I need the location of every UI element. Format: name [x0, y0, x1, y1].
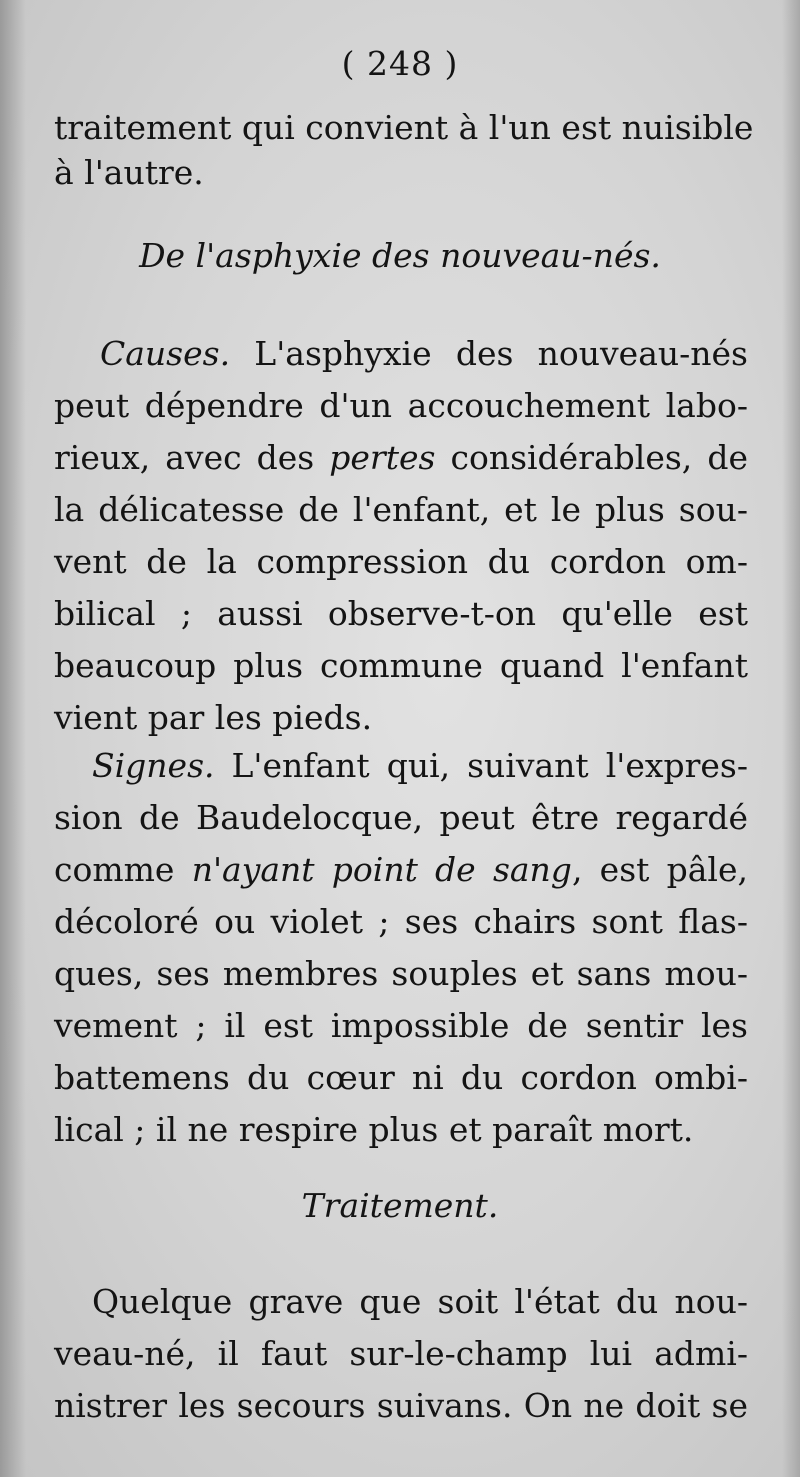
text-fragment: L'asphyxie des nouveau-nés [230, 334, 748, 373]
text-line [54, 846, 748, 894]
text-fragment: , est pâle, [571, 850, 748, 889]
text-line: nistrer les secours suivans. On ne doit se [54, 1386, 748, 1425]
text-line: vent de la compression du cordon om- [54, 542, 748, 581]
signes-label: Signes. [92, 746, 215, 785]
text-line: à l'autre. [54, 153, 204, 192]
text-line: la délicatesse de l'enfant, et le plus sou- [54, 490, 748, 529]
paragraph-causes-first-line [100, 330, 748, 378]
text-line: vient par les pieds. [54, 698, 373, 737]
text-fragment: rieux, avec des [54, 438, 330, 477]
section-heading: De l'asphyxie des nouveau-nés. [139, 236, 661, 275]
text-fragment: comme [54, 850, 192, 889]
text-fragment: L'enfant qui, suivant l'expres- [214, 746, 748, 785]
text-line [54, 434, 748, 482]
emphasis-sans-sang: n'ayant point de sang [191, 850, 572, 889]
text-line: ques, ses membres souples et sans mou- [54, 954, 748, 993]
text-line: Quelque grave que soit l'état du nou- [92, 1282, 748, 1321]
text-line: peut dépendre d'un accouchement labo- [54, 386, 748, 425]
text-line: vement ; il est impossible de sentir les [54, 1006, 748, 1045]
text-fragment: considérables, de [435, 438, 748, 477]
emphasis-pertes: pertes [329, 438, 436, 477]
page-edge-shadow [782, 0, 800, 1477]
text-line: sion de Baudelocque, peut être regardé [54, 798, 748, 837]
page-edge-shadow [0, 0, 26, 1477]
text-line: lical ; il ne respire plus et paraît mort. [54, 1110, 694, 1149]
page-number: ( 248 ) [341, 44, 459, 83]
text-line: battemens du cœur ni du cordon ombi- [54, 1058, 748, 1097]
section-heading: Traitement. [301, 1186, 499, 1225]
text-line: bilical ; aussi observe-t-on qu'elle est [54, 594, 748, 633]
causes-label: Causes. [100, 334, 231, 373]
paragraph-signes-first-line [92, 742, 748, 790]
text-line: décoloré ou violet ; ses chairs sont flas- [54, 902, 748, 941]
text-line: traitement qui convient à l'un est nuisible [54, 108, 754, 147]
text-line: veau-né, il faut sur-le-champ lui admi- [54, 1334, 748, 1373]
text-line: beaucoup plus commune quand l'enfant [54, 646, 748, 685]
